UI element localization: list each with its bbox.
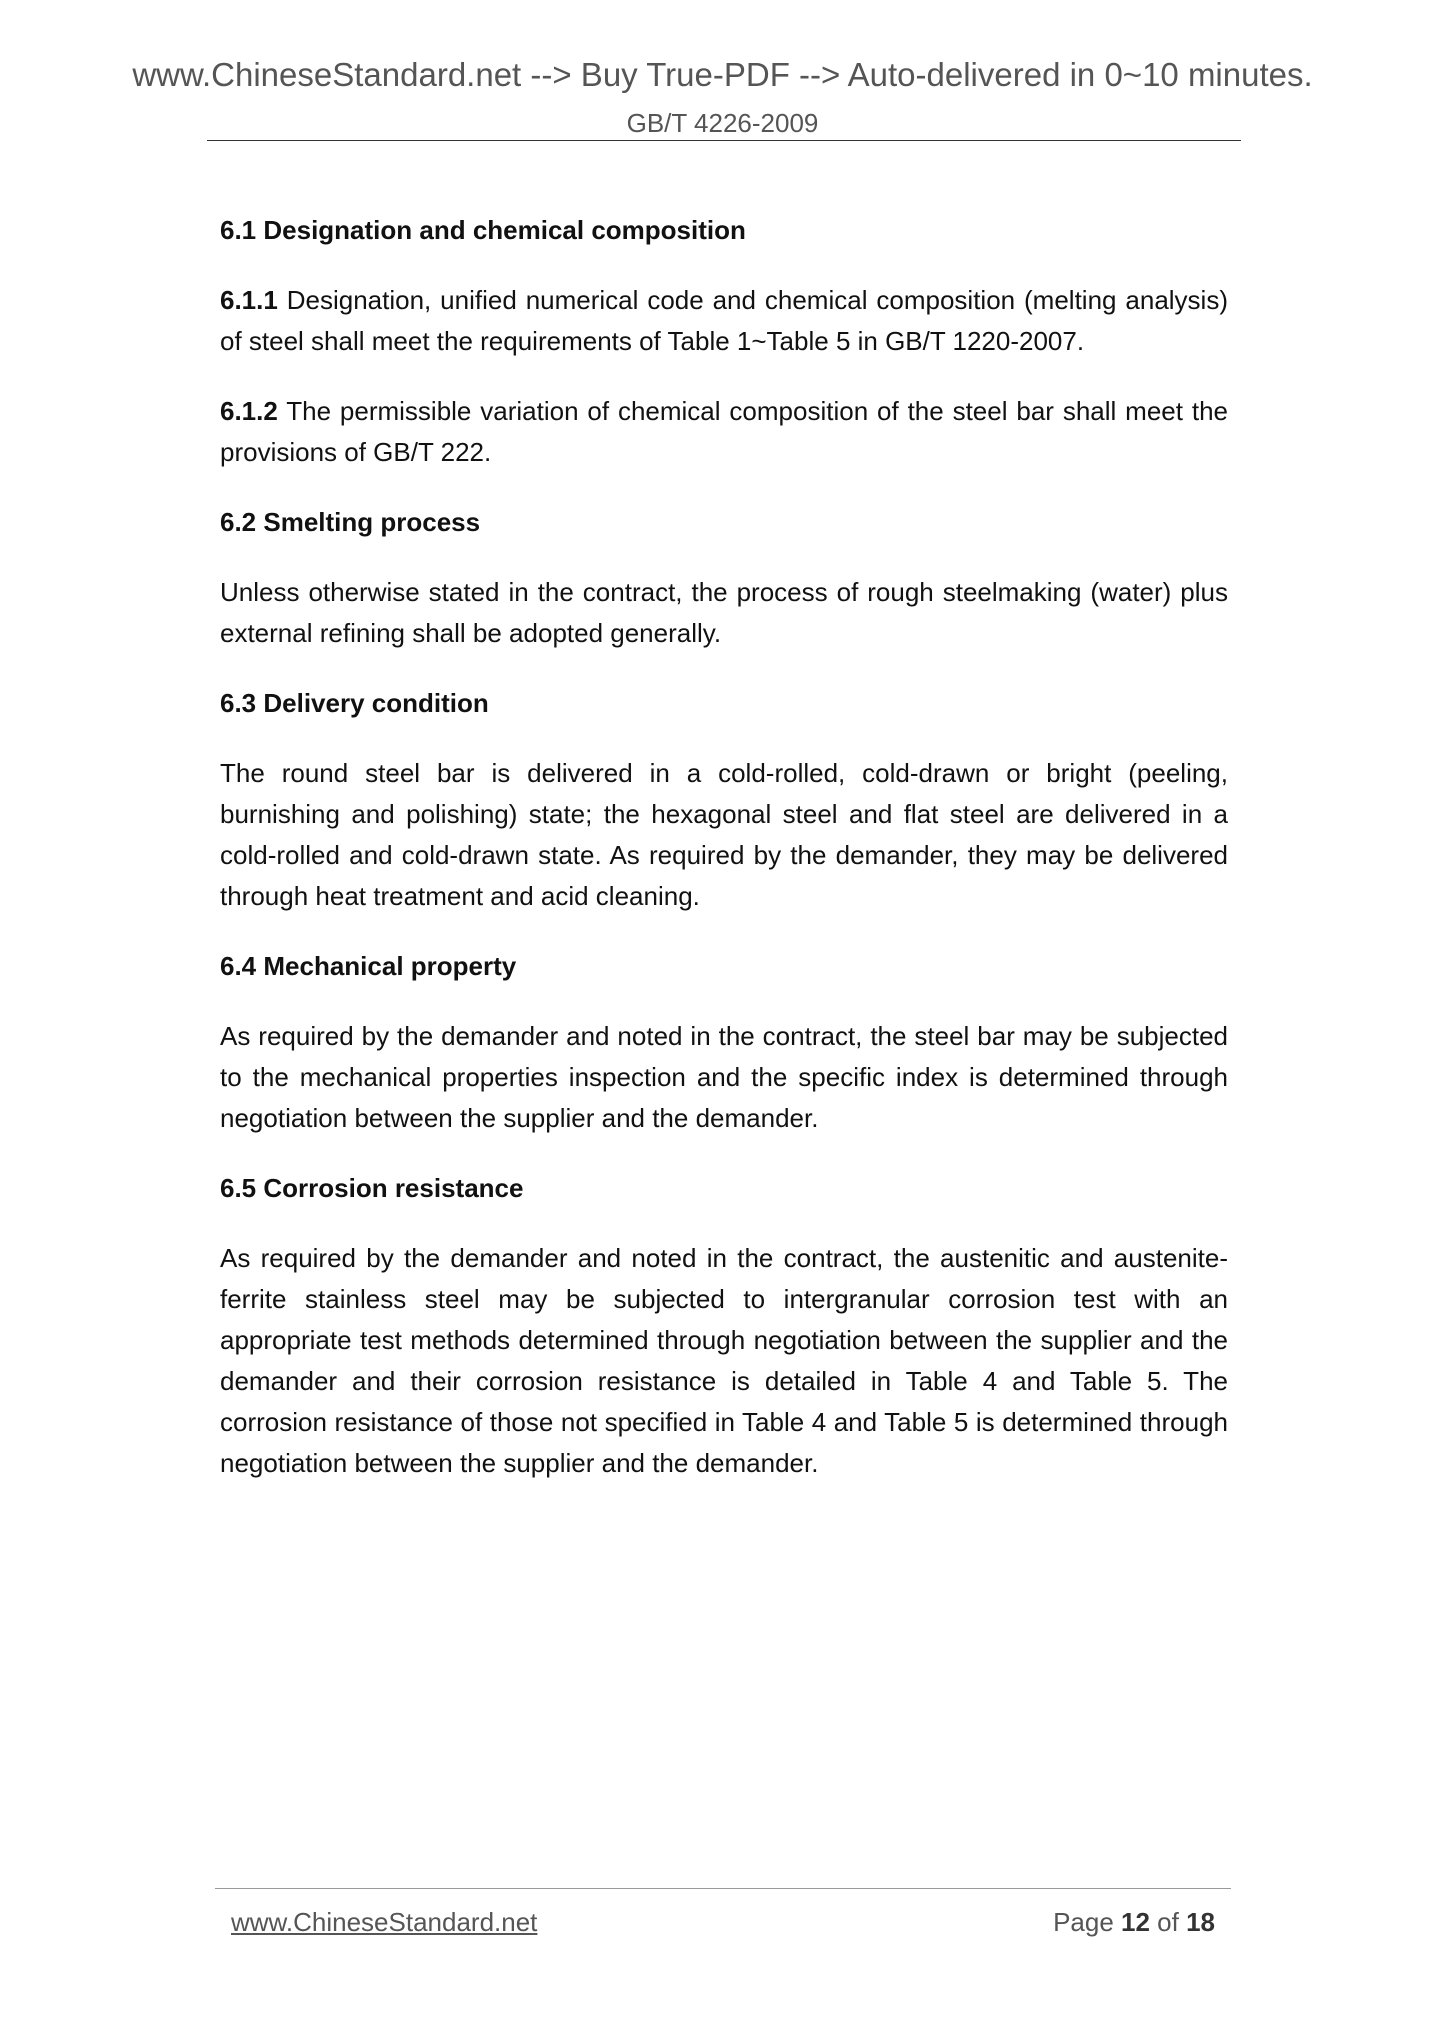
header-divider bbox=[207, 140, 1241, 141]
clause-6-1-2 bbox=[220, 391, 1228, 473]
page-separator: of bbox=[1149, 1907, 1187, 1937]
footer-website-link[interactable]: www.ChineseStandard.net bbox=[231, 1907, 538, 1937]
current-page-number: 12 bbox=[1121, 1907, 1150, 1937]
section-6-5-paragraph: As required by the demander and noted in the contract, the austenitic and austenite-ferrite stainless steel may be subjected to intergranular corrosion test with an appropriate test methods determined through negotiation between the supplier and the demander and their corrosion resistance is detailed in Table 4 and Table 5. The corrosion resistance of those not specified in Table 4 and Table 5 is determined through negotiation between the supplier and the demander. bbox=[220, 1243, 1228, 1478]
section-6-2-paragraph: Unless otherwise stated in the contract, the process of rough steelmaking (water) plus external refining shall be adopted generally. bbox=[220, 577, 1228, 648]
document-body bbox=[220, 210, 1228, 1513]
section-6-4-paragraph: As required by the demander and noted in the contract, the steel bar may be subjected to the mechanical properties inspection and the specific index is determined through negotiation between the supplier and the demander. bbox=[220, 1021, 1228, 1133]
footer-divider bbox=[215, 1888, 1231, 1889]
document-code: GB/T 4226-2009 bbox=[626, 108, 819, 138]
top-banner: www.ChineseStandard.net --> Buy True-PDF --> Auto-delivered in 0~10 minutes. bbox=[132, 56, 1313, 93]
section-6-3-heading: 6.3 Delivery condition bbox=[220, 688, 489, 718]
page-prefix: Page bbox=[1053, 1907, 1122, 1937]
section-6-4-heading: 6.4 Mechanical property bbox=[220, 951, 517, 981]
section-6-3-paragraph: The round steel bar is delivered in a cold-rolled, cold-drawn or bright (peeling, burnishing and polishing) state; the hexagonal steel and flat steel are delivered in a cold-rolled and cold-drawn state. As required by the demander, they may be delivered through heat treatment and acid cleaning. bbox=[220, 758, 1228, 911]
clause-6-1-1 bbox=[220, 280, 1228, 362]
clause-text: Designation, unified numerical code and chemical composition (melting analysis) of steel shall meet the requirements of Table 1~Table 5 in GB/T 1220-2007. bbox=[220, 285, 1228, 356]
clause-text: The permissible variation of chemical composition of the steel bar shall meet the provisions of GB/T 222. bbox=[220, 396, 1228, 467]
page-indicator bbox=[1053, 1907, 1215, 1938]
total-page-number: 18 bbox=[1186, 1907, 1215, 1937]
clause-number: 6.1.1 bbox=[220, 285, 278, 315]
clause-number: 6.1.2 bbox=[220, 396, 278, 426]
section-6-5-heading: 6.5 Corrosion resistance bbox=[220, 1173, 524, 1203]
section-6-1-heading: 6.1 Designation and chemical composition bbox=[220, 215, 746, 245]
section-6-2-heading: 6.2 Smelting process bbox=[220, 507, 481, 537]
